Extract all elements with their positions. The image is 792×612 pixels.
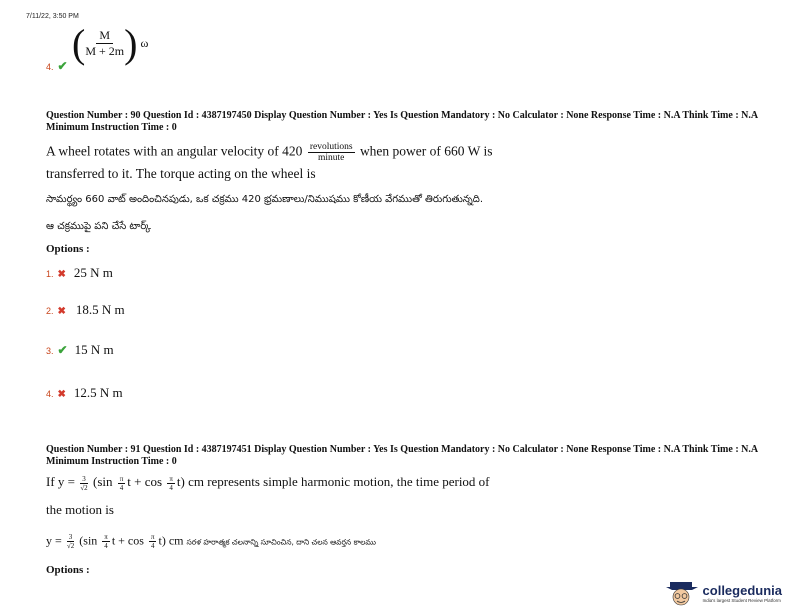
prev-option-number: 4. ✔ (46, 59, 68, 73)
prev-option-formula: ( M M + 2m ) ω (72, 20, 149, 66)
q90-question-line2: transferred to it. The torque acting on the wheel is (46, 166, 316, 181)
q91-telugu-line: y = $\frac{3}{√2}$ (sin $\frac{\pi}{4}$ t + cos $\frac{\pi}{4}$ t) cm సరళ హరాత్మక చలనాన్ని సూచించిన, దాని చలన ఆవర్తన కాలము (46, 533, 376, 550)
q90-option-3[interactable]: 3. ✔ 15 N m (46, 342, 114, 357)
logo-tagline: India's largest Student Review Platform (702, 598, 781, 603)
logo-name: collegedunia (702, 583, 782, 598)
q91-question-line1: If y = $\frac{3}{√2}$ (sin $\frac{\pi}{4}$ t + cos $\frac{\pi}{4}$ t) cm represents simple harmonic motion, the time period of (46, 474, 490, 492)
print-timestamp: 7/11/22, 3:50 PM (26, 13, 79, 20)
q91-options-label: Options : (46, 564, 90, 576)
q91-pi-fraction: $\frac{\pi}{4}$ (150, 533, 155, 550)
q91-coef-fraction: $\frac{3}{√2}$ (80, 474, 88, 492)
collegedunia-logo (664, 580, 782, 606)
q90-option-1[interactable]: 1. ✖ 25 N m (46, 265, 113, 280)
q91-question-line2: the motion is (46, 502, 114, 517)
q90-telugu-line1: సామర్థ్యం 660 వాట్ అందించినపుడు, ఒక చక్రము 420 భ్రమణాలు/నిముషము కోణీయ వేగముతో తిరుగుతున్నది. (46, 194, 484, 205)
cross-icon: ✖ (57, 269, 66, 280)
q91-pi-fraction: $\frac{\pi}{4}$ (169, 474, 173, 492)
q91-meta: Question Number : 91 Question Id : 4387197451 Display Question Number : Yes Is Question Mandatory : No Calculator : None Response Time : N.A Think Time : N.A Minimum Instruction Time : 0 (46, 444, 758, 467)
q91-pi-fraction: $\frac{\pi}{4}$ (104, 533, 108, 550)
q90-telugu-line2: ఆ చక్రముపై పని చేసే టార్క్ (46, 221, 151, 232)
mascot-icon (664, 580, 700, 606)
q90-fraction: $\frac{\text{revolutions}}{\text{minute}}$ (309, 142, 353, 163)
cross-icon: ✖ (57, 389, 66, 400)
q91-pi-fraction: $\frac{\pi}{4}$ (119, 474, 124, 492)
q90-option-2[interactable]: 2. ✖ 18.5 N m (46, 302, 125, 317)
check-icon: ✔ (57, 59, 68, 73)
q91-coef-fraction: $\frac{3}{√2}$ (66, 533, 75, 550)
check-icon: ✔ (57, 343, 68, 357)
q90-options-label: Options : (46, 243, 90, 255)
cross-icon: ✖ (57, 306, 66, 317)
q90-option-4[interactable]: 4. ✖ 12.5 N m (46, 385, 123, 400)
q90-meta: Question Number : 90 Question Id : 4387197450 Display Question Number : Yes Is Question Mandatory : No Calculator : None Response Time : N.A Think Time : N.A Minimum Instruction Time : 0 (46, 110, 758, 133)
q90-question-line1: A wheel rotates with an angular velocity of 420 $\frac{\text{revolutions}}{\text{minute}}$ when power of 660 W is (46, 142, 493, 163)
